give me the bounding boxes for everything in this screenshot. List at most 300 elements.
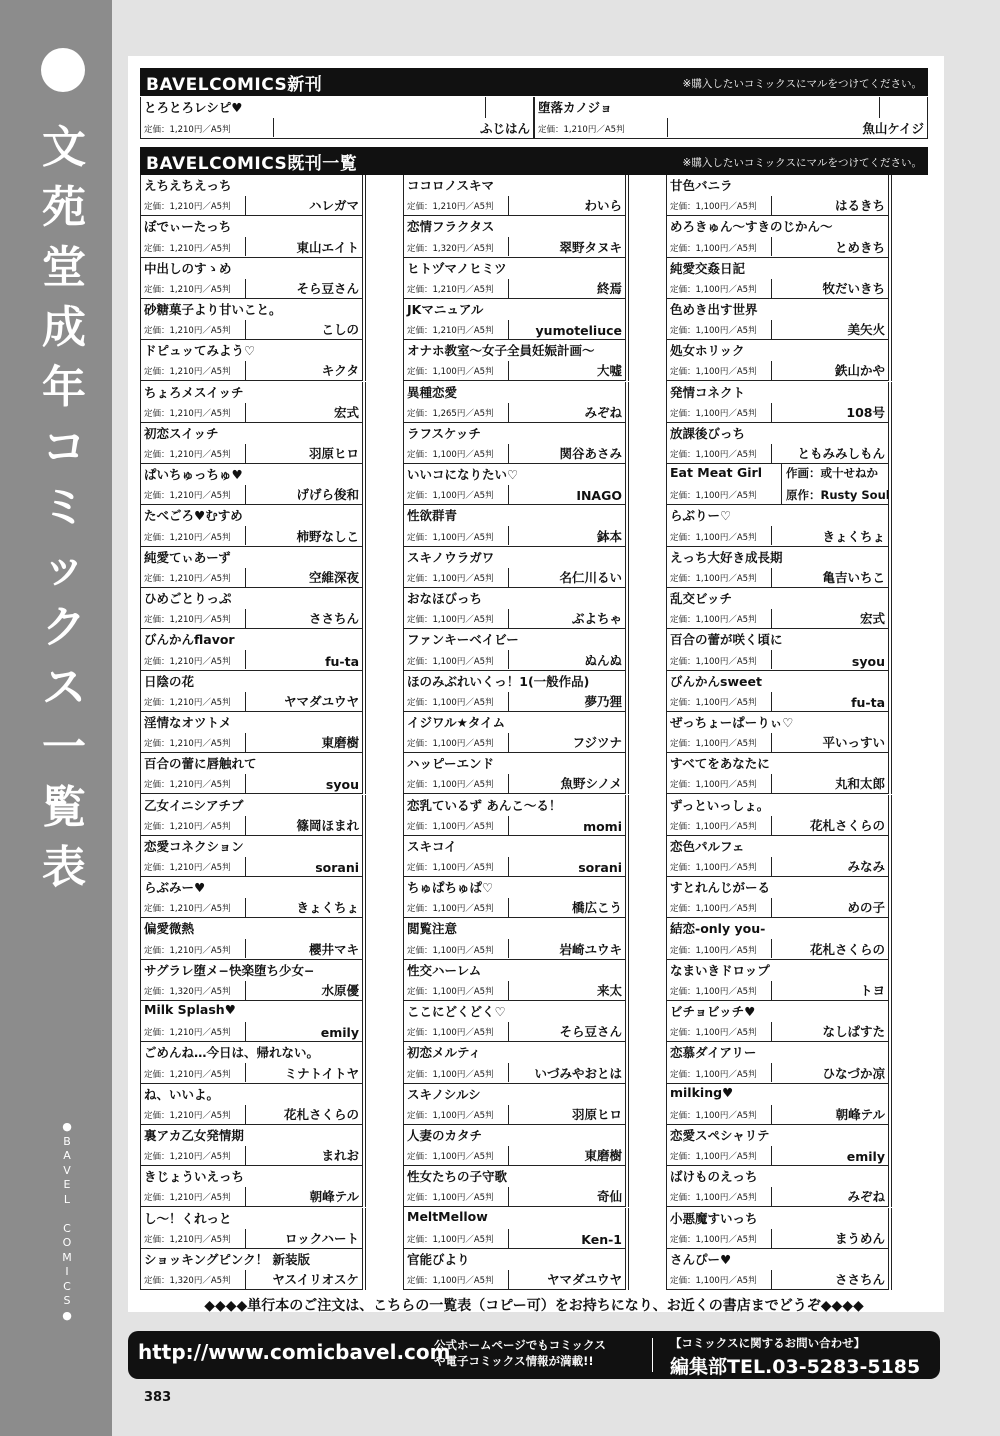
row-divider (245, 1229, 246, 1248)
book-author: こしの (321, 322, 359, 338)
book-price: 定価：1,100円／A5判 (407, 367, 494, 378)
vertical-title (36, 118, 92, 898)
book-author: 水原優 (321, 982, 359, 998)
book-title: 性女たちの子守歌 (407, 1169, 508, 1185)
book-price: 定価：1,100円／A5判 (407, 573, 494, 584)
book-price: 定価：1,265円／A5判 (407, 408, 494, 419)
list-item[interactable] (667, 629, 889, 670)
footer-info-line2: や電子コミックス情報が満載!! (434, 1354, 594, 1368)
book-title: 初恋メルティ (407, 1045, 482, 1061)
row-divider (245, 939, 246, 958)
book-price: 定価：1,100円／A5判 (670, 1234, 757, 1245)
list-item[interactable] (141, 382, 363, 423)
book-price: 定価：1,210円／A5判 (144, 243, 231, 254)
list-item[interactable] (141, 175, 363, 216)
book-title: 純愛交姦日記 (670, 260, 746, 276)
book-price: 定価：1,210円／A5判 (144, 945, 231, 956)
row-right-edge (891, 258, 892, 299)
book-price: 定価：1,100円／A5判 (670, 945, 757, 956)
book-title: 発情コネクト (670, 384, 746, 400)
row-right-edge (891, 1249, 892, 1290)
row-divider (508, 444, 509, 463)
book-title: 放課後びっち (670, 425, 746, 441)
book-author: ささちん (308, 611, 359, 627)
list-item[interactable] (667, 588, 889, 629)
row-right-edge (365, 423, 366, 464)
website-link[interactable]: http://www.comicbavel.com (138, 1340, 451, 1364)
book-author: 花札さくらの (809, 817, 885, 833)
book-price: 定価：1,210円／A5判 (144, 1152, 231, 1163)
list-item[interactable] (141, 258, 363, 299)
row-right-edge (628, 382, 629, 423)
list-item[interactable] (404, 753, 626, 794)
row-divider (245, 568, 246, 587)
list-item[interactable] (667, 258, 889, 299)
list-item[interactable] (141, 836, 363, 877)
book-title: いいコになりたい♡ (407, 467, 519, 483)
list-item[interactable] (404, 712, 626, 753)
list-item[interactable] (141, 629, 363, 670)
book-price: 定価：1,320円／A5判 (144, 986, 231, 997)
list-item[interactable] (141, 712, 363, 753)
list-item[interactable] (404, 547, 626, 588)
book-title: 恋慕ダイアリー (670, 1045, 757, 1061)
book-title: 淫情なオツトメ (144, 714, 232, 730)
book-author: momi (583, 818, 622, 834)
list-item[interactable] (667, 299, 889, 340)
book-price: 定価：1,100円／A5判 (670, 1028, 757, 1039)
contact-label: 【コミックスに関するお問い合わせ】 (670, 1336, 866, 1350)
book-author: 名仁川るい (559, 569, 622, 585)
row-divider (245, 237, 246, 256)
book-price: 定価：1,100円／A5判 (670, 202, 757, 213)
list-item[interactable] (141, 1166, 363, 1207)
book-title: おなほびっち (407, 591, 483, 606)
row-divider (508, 196, 509, 215)
list-item[interactable] (141, 918, 363, 959)
vertical-subtitle-char: I (65, 1265, 69, 1278)
vertical-subtitle-char: A (63, 1149, 71, 1162)
book-price: 定価：1,100円／A5判 (670, 573, 757, 584)
book-price: 定価：1,210円／A5判 (144, 284, 231, 295)
vertical-subtitle-char: O (62, 1236, 72, 1249)
book-price: 定価：1,320円／A5判 (144, 1276, 231, 1287)
list-item[interactable] (141, 671, 363, 712)
backlist-note: ※購入したいコミックスにマルをつけてください。 (682, 157, 922, 169)
book-title: 日陰の花 (144, 673, 195, 689)
list-item[interactable] (141, 1042, 363, 1083)
list-item[interactable] (404, 588, 626, 629)
row-divider (879, 97, 880, 118)
book-price: 定価：1,100円／A5判 (670, 367, 757, 378)
vertical-subtitle-char: ● (62, 1120, 72, 1133)
book-author: ささちん (834, 1272, 885, 1288)
row-divider (245, 320, 246, 339)
vertical-title-char: 表 (42, 842, 86, 893)
book-author: みぞね (584, 404, 622, 420)
list-item[interactable] (404, 1208, 626, 1249)
list-item[interactable] (141, 505, 363, 546)
list-item[interactable] (667, 753, 889, 794)
row-divider (508, 816, 509, 835)
list-item[interactable] (141, 753, 363, 794)
list-item[interactable] (667, 712, 889, 753)
book-author: なしぱすた (822, 1024, 885, 1040)
row-divider (771, 816, 772, 835)
row-divider (508, 692, 509, 711)
row-right-edge (365, 795, 366, 836)
new-release-row[interactable] (140, 97, 534, 139)
book-price: 定価：1,210円／A5判 (144, 326, 231, 337)
book-price: 定価：1,100円／A5判 (670, 904, 757, 915)
vertical-subtitle-char: E (63, 1178, 71, 1191)
list-item[interactable] (667, 960, 889, 1001)
list-item[interactable] (404, 258, 626, 299)
vertical-subtitle-char: B (63, 1134, 71, 1148)
book-author: 関谷あさみ (559, 446, 622, 462)
row-divider (245, 857, 246, 876)
row-divider (245, 361, 246, 380)
list-item[interactable] (141, 1001, 363, 1042)
book-price: 定価：1,100円／A5判 (407, 986, 494, 997)
row-divider (245, 485, 246, 504)
list-item[interactable] (141, 547, 363, 588)
book-title: milking♥ (670, 1084, 734, 1100)
row-divider (245, 692, 246, 711)
backlist-column (140, 175, 362, 1290)
row-right-edge (628, 671, 629, 712)
vertical-title-char: 成 (42, 302, 86, 353)
row-divider (245, 650, 246, 669)
book-author: まうめん (834, 1230, 885, 1246)
row-right-edge (628, 216, 629, 257)
row-right-edge (365, 1042, 366, 1083)
book-title: たべごろ♥むすめ (144, 508, 243, 524)
book-title: 純愛てぃあーず (144, 549, 231, 565)
book-price: 定価：1,210円／A5判 (144, 1193, 231, 1204)
list-item[interactable] (667, 918, 889, 959)
list-item[interactable] (404, 671, 626, 712)
list-item[interactable] (141, 960, 363, 1001)
book-title: ぼでぃーたっち (144, 219, 232, 235)
row-divider (245, 981, 246, 1000)
book-title: えっち大好き成長期 (670, 549, 783, 565)
list-item[interactable] (404, 918, 626, 959)
book-price: 定価：1,210円／A5判 (144, 573, 231, 584)
row-divider (508, 361, 509, 380)
book-title: ぜっちょーぱーりぃ♡ (670, 714, 794, 730)
list-item[interactable] (404, 464, 626, 505)
list-item[interactable] (667, 423, 889, 464)
row-right-edge (365, 1084, 366, 1125)
row-right-edge (891, 836, 892, 877)
row-divider (508, 1105, 509, 1124)
list-item[interactable] (667, 1166, 889, 1207)
row-divider (771, 279, 772, 298)
row-divider (508, 857, 509, 876)
book-author: 空維深夜 (308, 569, 359, 585)
list-item[interactable] (404, 836, 626, 877)
book-author: ひなづか凉 (822, 1065, 885, 1081)
book-price: 定価：1,100円／A5判 (670, 1193, 757, 1204)
book-title: ここにどくどく♡ (407, 1004, 506, 1019)
book-price: 定価：1,100円／A5判 (670, 408, 757, 419)
list-item[interactable] (141, 1125, 363, 1166)
list-item[interactable] (404, 1249, 626, 1290)
list-item[interactable] (141, 299, 363, 340)
row-right-edge (628, 547, 629, 588)
row-right-edge (891, 1166, 892, 1207)
row-right-edge (365, 877, 366, 918)
list-item[interactable] (404, 1084, 626, 1125)
list-item[interactable] (667, 464, 889, 505)
row-divider (771, 774, 772, 793)
list-item[interactable] (667, 382, 889, 423)
row-divider (771, 939, 772, 958)
row-right-edge (365, 382, 366, 423)
book-author: ヤマダユウヤ (546, 1272, 622, 1288)
book-price: 定価：1,100円／A5判 (407, 1028, 494, 1039)
row-right-edge (628, 464, 629, 505)
book-price: 定価：1,210円／A5判 (144, 615, 231, 626)
list-item[interactable] (404, 1042, 626, 1083)
row-right-edge (891, 1208, 892, 1249)
book-price: 定価：1,100円／A5判 (670, 821, 757, 832)
list-item[interactable] (667, 1208, 889, 1249)
new-release-row[interactable] (534, 97, 928, 139)
row-divider (508, 485, 509, 504)
book-price: 定価：1,100円／A5判 (407, 656, 494, 667)
book-author: 牧だいきち (822, 280, 885, 296)
book-title: 異種恋愛 (407, 384, 458, 400)
book-author: emily (320, 1025, 359, 1041)
row-right-edge (365, 1001, 366, 1042)
book-author: emily (846, 1149, 885, 1165)
row-divider (771, 733, 772, 752)
list-item[interactable] (667, 505, 889, 546)
list-item[interactable] (141, 1084, 363, 1125)
book-price: 定価：1,100円／A5判 (670, 1069, 757, 1080)
list-item[interactable] (141, 588, 363, 629)
book-title: 乱交ビッチ (670, 591, 733, 606)
list-item[interactable] (667, 340, 889, 381)
list-item[interactable] (667, 1001, 889, 1042)
row-divider (508, 774, 509, 793)
list-item[interactable] (667, 1084, 889, 1125)
list-item[interactable] (667, 877, 889, 918)
list-item[interactable] (404, 423, 626, 464)
book-title: 恋乳ているず あんこ〜る！ (407, 797, 562, 813)
list-item[interactable] (141, 464, 363, 505)
list-item[interactable] (141, 1208, 363, 1249)
list-item[interactable] (404, 505, 626, 546)
row-right-edge (891, 1042, 892, 1083)
book-author: そら豆さん (559, 1024, 622, 1040)
book-title: びんかんflavor (144, 632, 235, 648)
book-price: 定価：1,210円／A5判 (144, 1069, 231, 1080)
book-price: 定価：1,210円／A5判 (144, 1234, 231, 1245)
book-title: すべてをあなたに (670, 756, 770, 772)
book-price: 定価：1,100円／A5判 (407, 945, 494, 956)
book-price: 定価：1,210円／A5判 (144, 739, 231, 750)
book-author: いづみやおとは (534, 1065, 622, 1081)
row-right-edge (365, 836, 366, 877)
list-item[interactable] (667, 547, 889, 588)
book-title: ずっといっしょ。 (670, 797, 770, 813)
row-right-edge (891, 175, 892, 216)
book-title: 結恋-only you- (670, 921, 766, 937)
row-right-edge (628, 1208, 629, 1249)
vertical-subtitle-char: C (63, 1279, 71, 1293)
row-divider (245, 1270, 246, 1289)
row-divider (508, 237, 509, 256)
book-title: 砂糖菓子より甘いこと。 (144, 301, 282, 317)
row-divider (771, 857, 772, 876)
list-item[interactable] (667, 795, 889, 836)
book-price: 定価：1,100円／A5判 (670, 284, 757, 295)
row-right-edge (891, 216, 892, 257)
book-price: 定価：1,210円／A5判 (407, 326, 494, 337)
book-price: 定価：1,100円／A5判 (670, 739, 757, 750)
row-right-edge (628, 877, 629, 918)
row-right-edge (891, 712, 892, 753)
book-title: オナホ教室～女子全員妊娠計画～ (407, 343, 595, 359)
book-price: 定価：1,210円／A5判 (144, 780, 231, 791)
book-author: ヤスイリオスケ (272, 1272, 359, 1288)
row-right-edge (365, 505, 366, 546)
row-divider (771, 1022, 772, 1041)
book-title: とろとろレシピ♥ (144, 100, 243, 115)
row-right-edge (628, 505, 629, 546)
list-item[interactable] (141, 340, 363, 381)
list-item[interactable] (141, 877, 363, 918)
book-price: 定価：1,210円／A5判 (144, 904, 231, 915)
vertical-subtitle-char (60, 1207, 74, 1222)
list-item[interactable] (404, 1166, 626, 1207)
book-price: 定価：1,100円／A5判 (407, 1276, 494, 1287)
book-author: 作画：或十せねか (786, 466, 878, 481)
row-divider (771, 320, 772, 339)
row-divider (508, 526, 509, 545)
book-author: 羽原ヒロ (308, 446, 359, 462)
row-divider (771, 361, 772, 380)
list-item[interactable] (667, 1249, 889, 1290)
row-right-edge (891, 671, 892, 712)
book-author: 翠野タヌキ (559, 239, 622, 255)
list-item[interactable] (141, 1249, 363, 1290)
book-author: syou (851, 653, 885, 669)
list-item[interactable] (667, 216, 889, 257)
book-author: ロックハート (284, 1230, 359, 1246)
book-price: 定価：1,100円／A5判 (670, 863, 757, 874)
list-item[interactable] (404, 629, 626, 670)
book-author: みなみ (847, 859, 885, 875)
list-item[interactable] (667, 836, 889, 877)
list-item[interactable] (141, 423, 363, 464)
contact-phone: 編集部TEL.03-5283-5185 (670, 1356, 921, 1378)
list-item[interactable] (404, 299, 626, 340)
row-right-edge (365, 918, 366, 959)
book-author: 橋広こう (571, 900, 622, 916)
book-author: ぬんぬ (584, 652, 622, 668)
book-title: 恋情フラクタス (407, 219, 495, 235)
list-item[interactable] (404, 877, 626, 918)
row-divider (245, 444, 246, 463)
list-item[interactable] (141, 216, 363, 257)
book-price: 定価：1,100円／A5判 (407, 1152, 494, 1163)
book-title: 色めき出す世界 (670, 301, 758, 317)
book-title: 恋愛コネクション (144, 838, 244, 854)
book-title: 偏愛微熱 (144, 921, 195, 937)
footer-info (434, 1337, 606, 1369)
row-divider (508, 1187, 509, 1206)
book-title: 性交ハーレム (407, 962, 482, 978)
order-instructions: ◆◆◆◆単行本のご注文は、こちらの一覧表（コピー可）をお持ちになり、お近くの書店までどうぞ◆◆◆◆ (204, 1298, 864, 1314)
row-divider (245, 1063, 246, 1082)
book-author: トヨ (859, 982, 885, 998)
book-price: 定価：1,100円／A5判 (407, 615, 494, 626)
book-author: fu-ta (325, 653, 359, 669)
book-title: Eat Meat Girl (670, 465, 762, 481)
book-author: ミナトイトヤ (284, 1065, 359, 1081)
row-divider (508, 1063, 509, 1082)
list-item[interactable] (404, 960, 626, 1001)
row-right-edge (628, 1166, 629, 1207)
row-right-edge (365, 629, 366, 670)
book-author: キクタ (321, 363, 359, 379)
list-item[interactable] (404, 382, 626, 423)
row-right-edge (891, 547, 892, 588)
book-author: 鉄山かや (834, 363, 885, 379)
row-right-edge (628, 1084, 629, 1125)
row-right-edge (891, 629, 892, 670)
list-item[interactable] (404, 340, 626, 381)
row-right-edge (628, 423, 629, 464)
vertical-title-char: ス (42, 662, 86, 713)
row-right-edge (365, 547, 366, 588)
list-item[interactable] (667, 1125, 889, 1166)
list-item[interactable] (667, 671, 889, 712)
row-right-edge (365, 464, 366, 505)
row-divider (245, 403, 246, 422)
book-author: sorani (578, 860, 622, 876)
list-item[interactable] (404, 1125, 626, 1166)
list-item[interactable] (404, 1001, 626, 1042)
book-title: 初恋スイッチ (144, 425, 219, 441)
book-price: 定価：1,100円／A5判 (670, 615, 757, 626)
row-divider (508, 1229, 509, 1248)
list-item[interactable] (141, 795, 363, 836)
row-divider (771, 196, 772, 215)
row-divider (508, 609, 509, 628)
list-item[interactable] (667, 1042, 889, 1083)
list-item[interactable] (404, 175, 626, 216)
row-divider (508, 1270, 509, 1289)
row-right-edge (891, 299, 892, 340)
book-author: ハレガマ (308, 198, 359, 214)
row-right-edge (365, 340, 366, 381)
book-author: そら豆さん (296, 280, 359, 296)
row-divider (245, 609, 246, 628)
book-author: 宏式 (859, 611, 885, 627)
row-right-edge (365, 299, 366, 340)
book-author: わいら (584, 198, 622, 214)
list-item[interactable] (404, 216, 626, 257)
list-item[interactable] (667, 175, 889, 216)
row-divider (771, 526, 772, 545)
row-right-edge (628, 175, 629, 216)
list-item[interactable] (404, 795, 626, 836)
